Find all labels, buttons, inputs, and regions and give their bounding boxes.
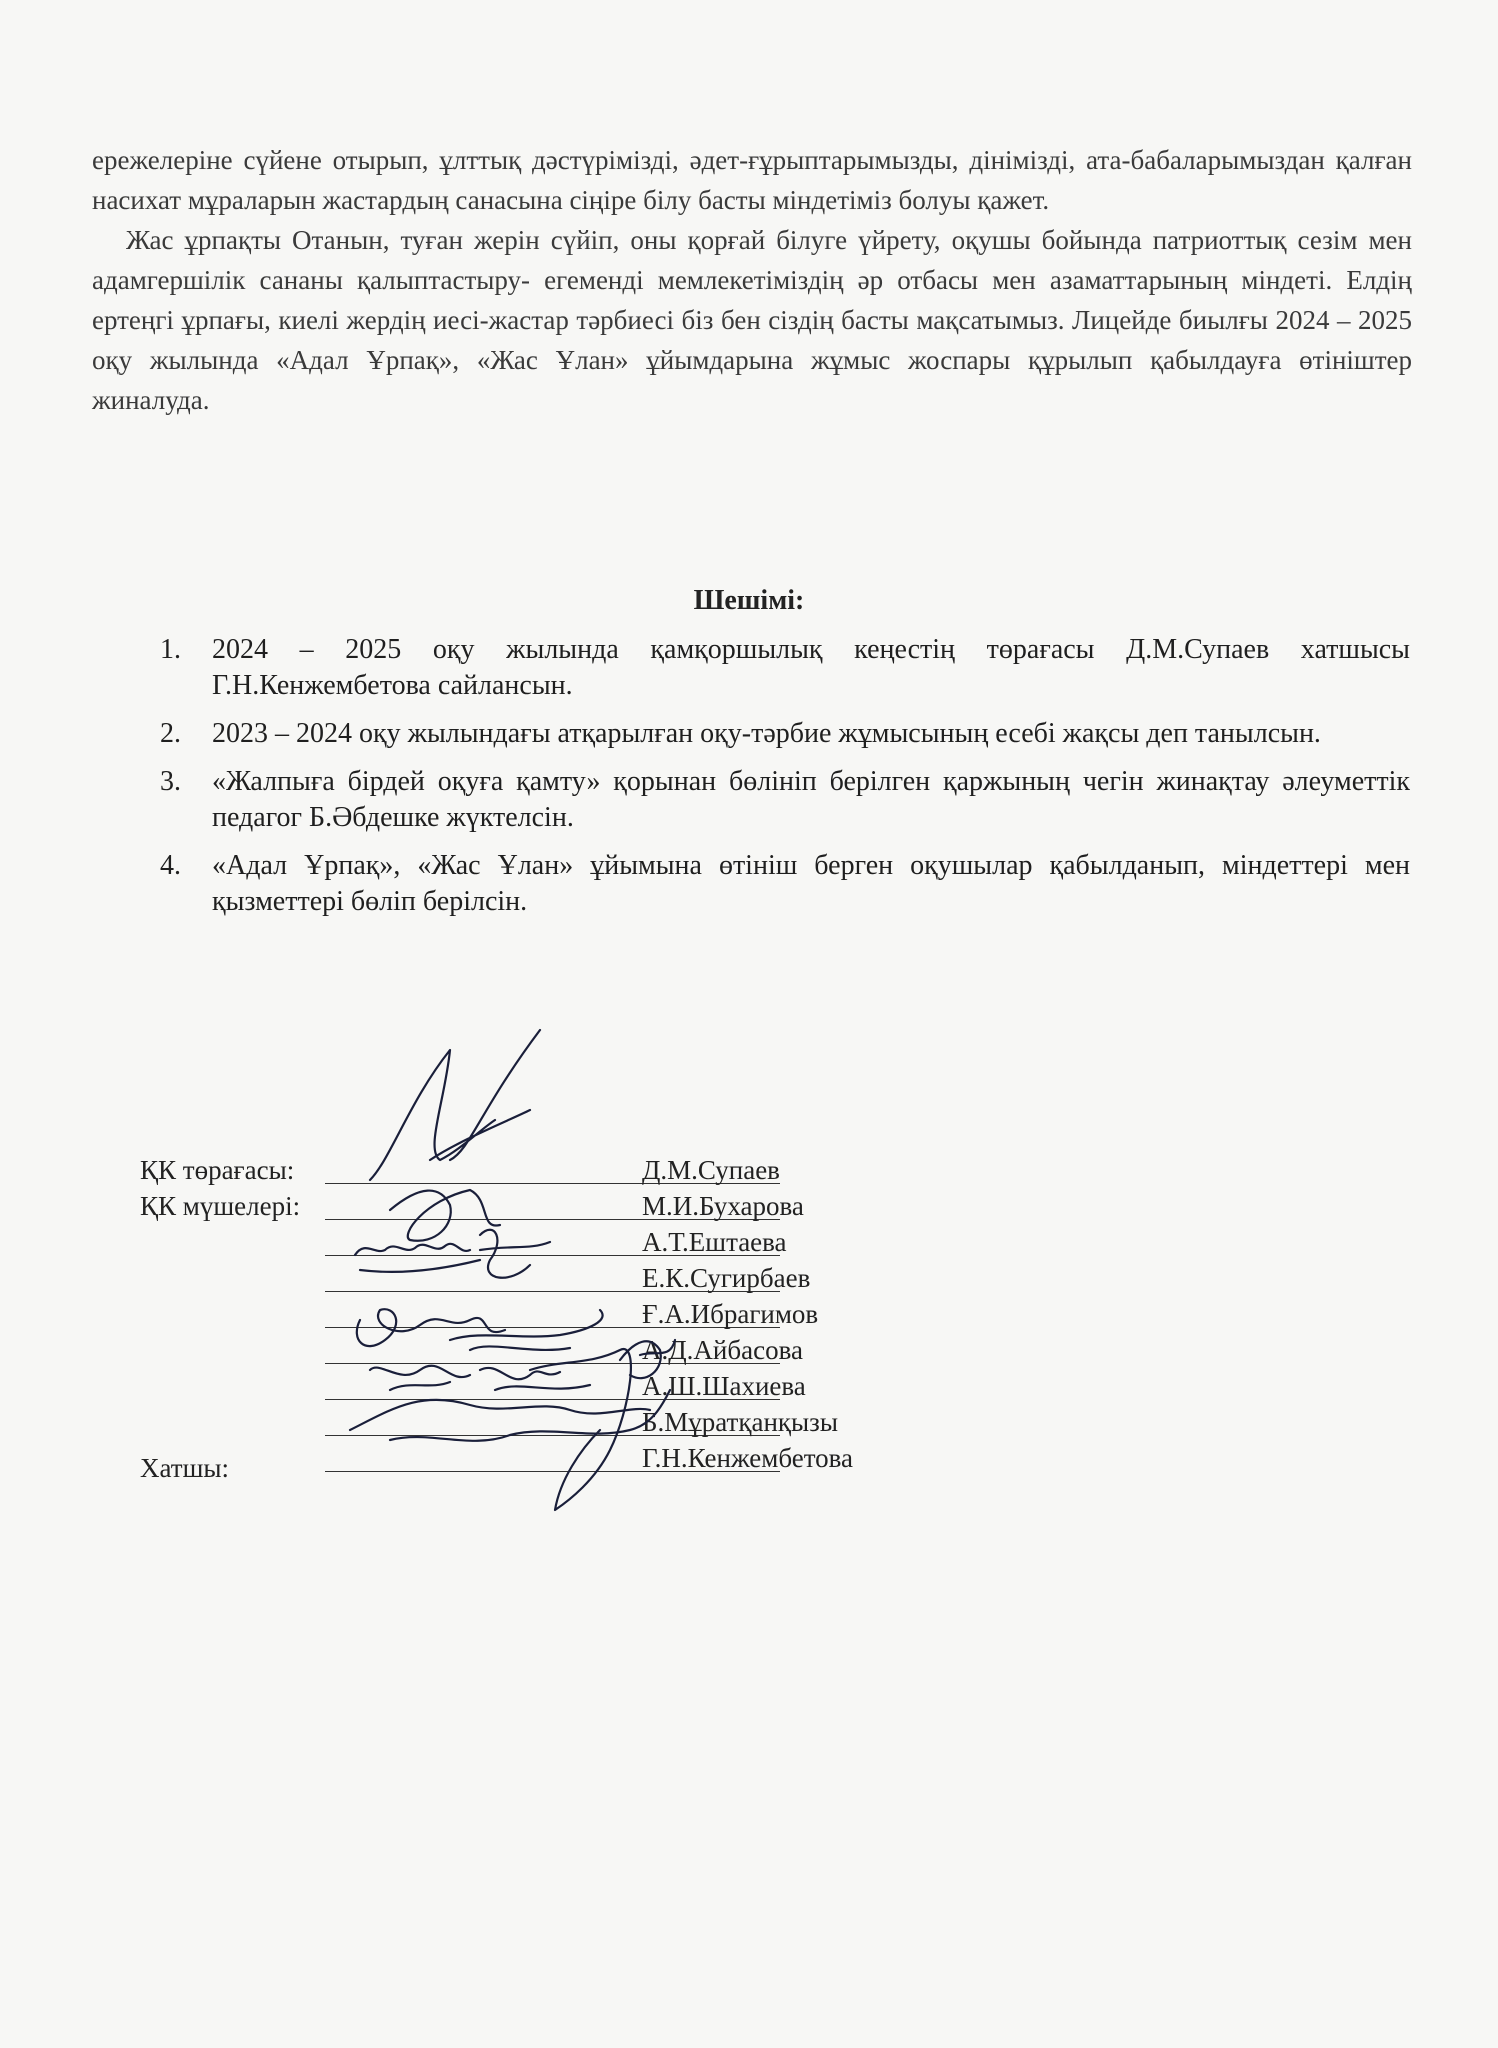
decision-text: «Адал Ұрпақ», «Жас Ұлан» ұйымына өтініш берген оқушылар қабылданып, міндеттері мен қызметтері бөліп берілсін.: [212, 850, 1410, 917]
decision-list: [160, 632, 1410, 932]
body-text: [92, 140, 1412, 420]
signature-scribble: [370, 1030, 540, 1180]
decision-item: [160, 848, 1410, 920]
signatory-name: Г.Н.Кенжембетова: [642, 1443, 854, 1473]
signatory-name: Д.М.Супаев: [642, 1155, 780, 1185]
signature-scribble: [480, 1368, 590, 1390]
signatory-name: Е.К.Сугирбаев: [642, 1263, 811, 1293]
signatory-name: Ғ.А.Ибрагимов: [642, 1299, 819, 1329]
members-label: ҚК мүшелері:: [140, 1191, 301, 1221]
handwritten-signatures: [330, 1010, 710, 1530]
decision-item: [160, 764, 1410, 836]
signature-scribble: [620, 1340, 675, 1378]
decision-number: 1.: [160, 634, 181, 665]
decision-number: 3.: [160, 766, 181, 797]
decision-item: [160, 632, 1410, 704]
signature-scribble: [357, 1309, 505, 1346]
signatory-name: А.Ш.Шахиева: [642, 1371, 806, 1401]
paragraph-1: ережелеріне сүйене отырып, ұлттық дәстүрімізді, әдет-ғұрыптарымызды, дінімізді, ата-бабаларымыздан қалған насихат мұраларын жастардың санасына сіңіре білу басты міндетіміз болуы қажет.: [92, 145, 1412, 215]
signature-scribble: [480, 1230, 550, 1278]
signature-scribble: [355, 1244, 480, 1272]
decision-text: «Жалпыға бірдей оқуға қамту» қорынан бөлініп берілген қаржының чегін жинақтау әлеуметтік педагог Б.Әбдешке жүктелсін.: [212, 766, 1410, 833]
decision-item: [160, 716, 1410, 752]
decision-heading: Шешімі:: [693, 585, 805, 616]
signatory-name: Б.Мұратқанқызы: [642, 1407, 838, 1437]
decision-number: 4.: [160, 850, 181, 881]
decision-text: 2023 – 2024 оқу жылындағы атқарылған оқу-тәрбие жұмысының есебі жақсы деп танылсын.: [212, 718, 1321, 749]
paragraph-2: Жас ұрпақты Отанын, туған жерін сүйіп, оны қорғай білуге үйрету, оқушы бойында патриоттық сезім мен адамгершілік сананы қалыптастыру- егеменді мемлекетіміздің әр отбасы мен азаматтарының міндеті. Елдің ертеңгі ұрпағы, киелі жердің иесі-жастар тәрбиесі біз бен сіздің басты мақсатымыз. Лицейде биылғы 2024 – 2025 оқу жылында «Адал Ұрпақ», «Жас Ұлан» ұйымдарына жұмыс жоспары құрылып қабылдауға өтініштер жиналуда.: [92, 225, 1412, 415]
secretary-label: Хатшы:: [140, 1453, 230, 1483]
signatory-name: М.И.Бухарова: [642, 1191, 804, 1221]
signature-scribble: [450, 1310, 603, 1350]
chair-label: ҚК төрағасы:: [140, 1155, 295, 1185]
decision-number: 2.: [160, 718, 181, 749]
signatory-name: А.Т.Ештаева: [642, 1227, 787, 1257]
decision-text: 2024 – 2025 оқу жылында қамқоршылық кеңестің төрағасы Д.М.Супаев хатшысы Г.Н.Кенжембетова сайлансын.: [212, 634, 1410, 701]
signature-scribble: [370, 1366, 470, 1390]
signatory-name: А.Д.Айбасова: [642, 1335, 803, 1365]
